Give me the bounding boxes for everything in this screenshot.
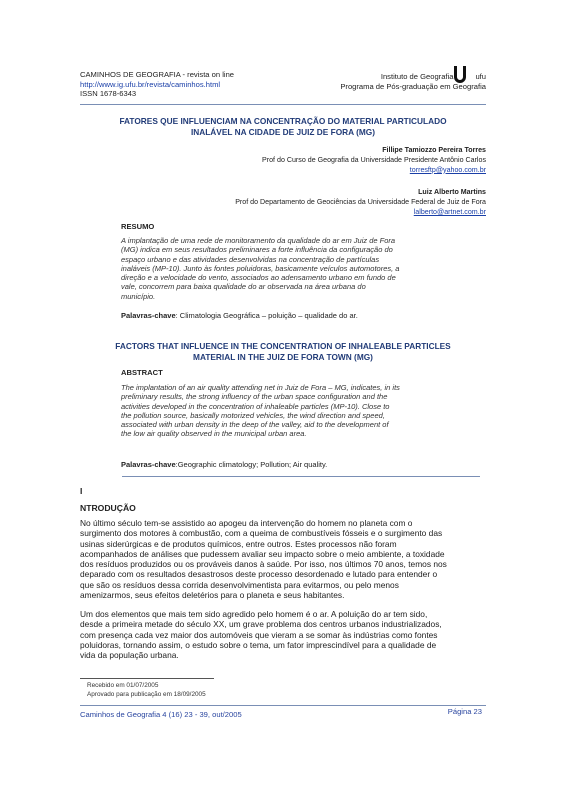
journal-header <box>80 70 234 99</box>
intro-paragraph-2 <box>80 609 486 660</box>
abstract-line: associated with urban density in the deep of the valley, aid to the development of <box>121 420 389 430</box>
title-pt-line: FATORES QUE INFLUENCIAM NA CONCENTRAÇÃO DO MATERIAL PARTICULADO <box>119 116 447 126</box>
author-name: Luiz Alberto Martins <box>418 188 486 196</box>
paper-title-en <box>90 341 476 362</box>
title-en-line: FACTORS THAT INFLUENCE IN THE CONCENTRATION OF INHALEABLE PARTICLES <box>115 341 451 351</box>
title-en-line: MATERIAL IN THE JUIZ DE FORA TOWN (MG) <box>193 351 373 362</box>
abstract-text <box>121 383 473 439</box>
author-block-2 <box>235 188 486 217</box>
abstract-line: activities developed in the concentration of inhaleable particles (MP-10). Close to <box>121 401 390 411</box>
author-block-1 <box>262 146 486 175</box>
author-affiliation: Prof do Curso de Geografia da Universidade Presidente Antônio Carlos <box>262 155 486 164</box>
paragraph-line: deparado com os resultados desastrosos deste processo desordenado e lutado para entender o <box>80 569 438 580</box>
paragraph-line: amenizarmos, seus efeitos deletérios para o planeta e seus habitantes. <box>80 590 345 601</box>
abstract-line: preliminary results, the strong influency of the urban space configuration and the <box>121 392 388 402</box>
resumo-line: espaço urbano e das atividades desenvolvidas na concentração de partículas <box>121 254 380 264</box>
section-divider <box>122 476 480 477</box>
journal-url-link[interactable]: http://www.ig.ufu.br/revista/caminhos.html <box>80 79 221 89</box>
institution-header <box>340 72 486 92</box>
keywords-label: Palavras-chave <box>121 460 176 469</box>
received-date: Recebido em 01/07/2005 <box>87 682 159 689</box>
paragraph-line: surgimento dos motores à combustão, com a queima de combustíveis fósseis e o surgimento das <box>80 528 443 539</box>
abstract-line: The implantation of an air quality attending net in Juiz de Fora – MG, indicates, in its <box>121 383 400 392</box>
resumo-line: (MG) indica em seus resultados preliminares a forte influência da configuração do <box>121 245 393 255</box>
author-email-link[interactable]: torresftp@yahoo.com.br <box>409 165 486 174</box>
institute-name: Instituto de Geografia <box>380 72 454 81</box>
program-name: Programa de Pós-graduação em Geografia <box>340 82 486 91</box>
title-pt-line: INALÁVEL NA CIDADE DE JUIZ DE FORA (MG) <box>190 126 376 137</box>
resumo-line: inaláveis (MP-10). Junto às fontes poluidoras, basicamente veículos automotores, a <box>121 263 400 273</box>
intro-heading: NTRODUÇÃO <box>80 503 136 513</box>
paragraph-line: que são os resíduos dessa corrida desenvolvimentista para evitarmos, ou pelo menos <box>80 579 399 590</box>
paragraph-line: acompanhados de análises que pudessem avaliar seu impacto sobre o meio ambiente, a toxidade <box>80 548 445 559</box>
resumo-line: município. <box>121 291 156 301</box>
paragraph-line: usinas siderúrgicas e de produtos químicos, entre outros. Estes processos não foram <box>80 538 397 549</box>
ufu-label: ufu <box>475 72 486 81</box>
resumo-text <box>121 236 473 301</box>
paragraph-line: No último século tem-se assistido ao apogeu da intervenção do homem no planeta com o <box>80 518 413 528</box>
footnote-divider <box>80 678 214 679</box>
resumo-line: A implantação de uma rede de monitoramento da qualidade do ar em Juiz de Fora <box>121 236 396 245</box>
resumo-line: direção e a velocidade do vento, associados ao adensamento urbano em fundo de <box>121 273 396 283</box>
intro-initial-letter: I <box>80 486 83 496</box>
approved-date: Aprovado para publicação em 18/09/2005 <box>87 690 206 698</box>
keywords-text: :Geographic climatology; Pollution; Air quality. <box>175 460 328 469</box>
author-name: Fillipe Tamiozzo Pereira Torres <box>382 146 486 154</box>
author-email-link[interactable]: lalberto@artnet.com.br <box>413 207 486 216</box>
resumo-heading: RESUMO <box>121 222 155 231</box>
abstract-heading: ABSTRACT <box>121 368 163 377</box>
paragraph-line: dos resíduos produzidos ou os prováveis danos à saúde. Por isso, nos últimos 70 anos, temos nos <box>80 559 447 570</box>
footer-citation: Caminhos de Geografia 4 (16) 23 - 39, out/2005 <box>80 710 242 719</box>
abstract-line: the pollution source, basically motorized vehicles, the wind direction and speed, <box>121 410 385 420</box>
header-divider <box>80 104 486 105</box>
abstract-keywords <box>121 460 327 469</box>
keywords-label: Palavras-chave <box>121 311 176 320</box>
journal-name: CAMINHOS DE GEOGRAFIA - revista on line <box>80 70 235 79</box>
abstract-line: the low air quality observed in the municipal urban area. <box>121 429 307 439</box>
page-number: Página 23 <box>447 707 482 716</box>
paragraph-line: desde a primeira metade do século XX, um grave problema dos centros urbanos industrializados, <box>80 619 442 630</box>
paragraph-line: Um dos elementos que mais tem sido agredido pelo homem é o ar. A poluição do ar tem sido, <box>80 609 428 619</box>
resumo-keywords <box>121 311 358 320</box>
paragraph-line: poluidoras, tornando assim, o estudo sobre o tema, um fator imprescindível para a qualidade de <box>80 639 437 650</box>
journal-issn: ISSN 1678-6343 <box>80 89 137 99</box>
paragraph-line: com presença cada vez maior dos automóveis que vieram a se somar às indústrias como fontes <box>80 629 438 640</box>
resumo-line: vale, concorrem para baixa qualidade do ar observada na área urbana do <box>121 282 366 292</box>
footer-divider <box>80 705 486 706</box>
keywords-text: : Climatologia Geográfica – poluição – qualidade do ar. <box>175 311 358 320</box>
paper-title-pt <box>90 116 476 137</box>
intro-paragraph-1 <box>80 518 486 600</box>
author-affiliation: Prof do Departamento de Geociências da Universidade Federal de Juiz de Fora <box>235 197 486 206</box>
footnotes <box>87 682 206 699</box>
paragraph-line: vida da população urbana. <box>80 650 179 661</box>
